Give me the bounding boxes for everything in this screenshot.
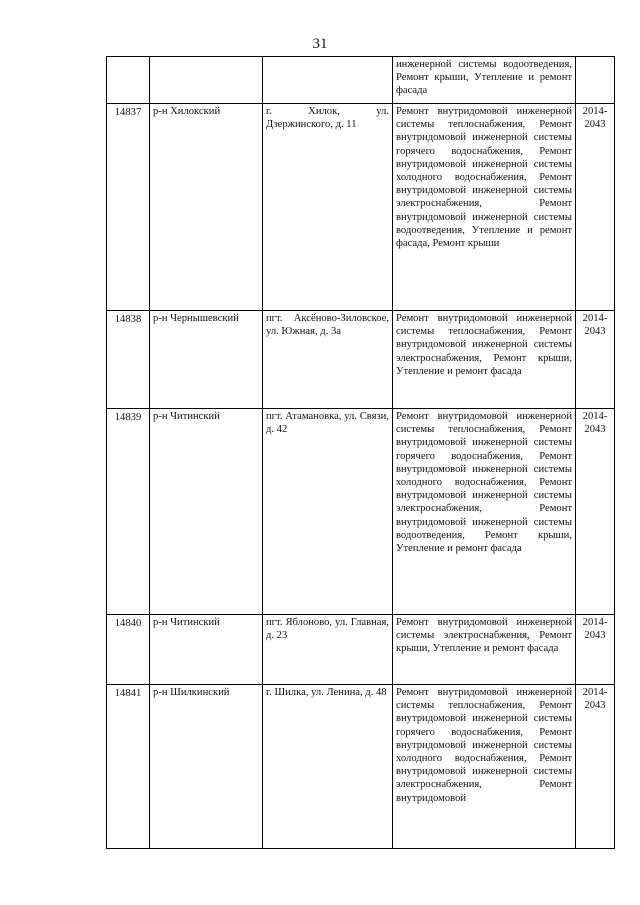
works-cell: Ремонт внутридомовой инженерной системы теплоснабжения, Ремонт внутридомовой инженерной системы горячего водоснабжения, Ремонт внутридомовой инженерной системы холодного водоснабжения, Ремонт внутридомовой инженерной системы электроснабжения, Ремонт внутридомовой <box>393 685 576 849</box>
works-cell: инженерной системы водоотведения, Ремонт крыши, Утепление и ремонт фасада <box>393 57 576 104</box>
works-cell: Ремонт внутридомовой инженерной системы теплоснабжения, Ремонт внутридомовой инженерной системы горячего водоснабжения, Ремонт внутридомовой инженерной системы холодного водоснабжения, Ремонт внутридомовой инженерной системы электроснабжения, Ремонт внутридомовой инженерной системы водоотведения, Утепление и ремонт фасада, Ремонт крыши <box>393 104 576 311</box>
row-number: 14838 <box>107 311 150 409</box>
period-cell: 2014-2043 <box>576 409 615 615</box>
period-cell <box>576 57 615 104</box>
period-cell: 2014-2043 <box>576 104 615 311</box>
period-cell: 2014-2043 <box>576 615 615 685</box>
row-number: 14837 <box>107 104 150 311</box>
row-number: 14840 <box>107 615 150 685</box>
table-row <box>107 409 615 615</box>
capital-repair-table <box>106 56 615 849</box>
address-cell: пгт. Аксёново-Зиловское, ул. Южная, д. 3а <box>263 311 393 409</box>
district-cell: р-н Чернышевский <box>150 311 263 409</box>
address-cell: пгт. Яблоново, ул. Главная, д. 23 <box>263 615 393 685</box>
table-row <box>107 685 615 849</box>
works-cell: Ремонт внутридомовой инженерной системы теплоснабжения, Ремонт внутридомовой инженерной системы горячего водоснабжения, Ремонт внутридомовой инженерной системы холодного водоснабжения, Ремонт внутридомовой инженерной системы электроснабжения, Ремонт внутридомовой инженерной системы водоотведения, Ремонт крыши, Утепление и ремонт фасада <box>393 409 576 615</box>
works-cell: Ремонт внутридомовой инженерной системы электроснабжения, Ремонт крыши, Утепление и ремонт фасада <box>393 615 576 685</box>
period-cell: 2014-2043 <box>576 311 615 409</box>
works-cell: Ремонт внутридомовой инженерной системы теплоснабжения, Ремонт внутридомовой инженерной системы электроснабжения, Ремонт крыши, Утепление и ремонт фасада <box>393 311 576 409</box>
period-cell: 2014-2043 <box>576 685 615 849</box>
district-cell <box>150 57 263 104</box>
row-number <box>107 57 150 104</box>
table-row <box>107 311 615 409</box>
district-cell: р-н Читинский <box>150 615 263 685</box>
address-cell <box>263 57 393 104</box>
address-cell: пгт. Атамановка, ул. Связи, д. 42 <box>263 409 393 615</box>
address-cell: г. Хилок, ул. Дзержинского, д. 11 <box>263 104 393 311</box>
table-row <box>107 104 615 311</box>
address-cell: г. Шилка, ул. Ленина, д. 48 <box>263 685 393 849</box>
table-row <box>107 615 615 685</box>
page-number: 31 <box>312 36 328 52</box>
district-cell: р-н Читинский <box>150 409 263 615</box>
district-cell: р-н Шилкинский <box>150 685 263 849</box>
table-row <box>107 57 615 104</box>
row-number: 14839 <box>107 409 150 615</box>
row-number: 14841 <box>107 685 150 849</box>
district-cell: р-н Хилокский <box>150 104 263 311</box>
